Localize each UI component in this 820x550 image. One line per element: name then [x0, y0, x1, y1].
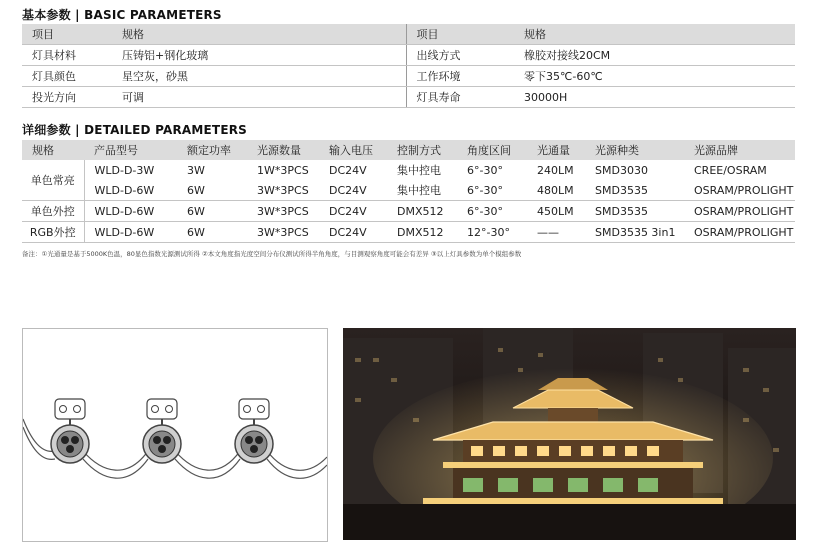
- table-cell: 3W*3PCS: [247, 180, 319, 201]
- table-cell: 3W: [187, 163, 205, 177]
- header-cell: 规格: [22, 140, 84, 160]
- spotlight-unit-3: [235, 399, 273, 463]
- table-cell: 灯具寿命: [406, 87, 514, 108]
- table-cell: DC24V: [319, 222, 387, 243]
- basic-header-row: [22, 24, 795, 45]
- table-cell: SMD3535 3in1: [585, 222, 684, 243]
- header-cell: 光源种类: [585, 140, 684, 160]
- table-cell: WLD-D-6W: [84, 180, 177, 201]
- table-cell: 橡胶对接线20CM: [514, 45, 795, 66]
- header-cell: 输入电压: [319, 140, 387, 160]
- table-cell: 压铸铝+钢化玻璃: [112, 45, 406, 66]
- table-cell: DMX512: [387, 201, 457, 222]
- table-cell: 6°-30°: [467, 163, 503, 177]
- basic-section-title: 基本参数 | BASIC PARAMETERS: [22, 8, 222, 22]
- header-cell: 光通量: [527, 140, 585, 160]
- table-cell: 3W*3PCS: [247, 222, 319, 243]
- table-cell: DMX512: [387, 222, 457, 243]
- table-cell: OSRAM/PROLIGHT: [684, 180, 795, 201]
- group-label: 单色外控: [22, 201, 84, 222]
- header-item: 项目: [22, 24, 112, 45]
- table-row: [22, 66, 795, 87]
- table-row: [22, 222, 795, 243]
- detail-header-row: [22, 140, 795, 160]
- header-cell: 光源品牌: [684, 140, 795, 160]
- table-cell: 零下35℃-60℃: [514, 66, 795, 87]
- table-cell: CREE/OSRAM: [694, 163, 767, 177]
- table-cell: 集中控电: [397, 164, 441, 177]
- group-label: 单色常亮: [22, 160, 84, 201]
- table-cell: 6°-30°: [457, 180, 527, 201]
- detail-section-title: 详细参数 | DETAILED PARAMETERS: [22, 123, 247, 137]
- table-cell: SMD3535: [585, 201, 684, 222]
- pagoda-night-scene: [343, 328, 796, 540]
- table-row: [22, 180, 795, 201]
- table-cell: 集中控电: [387, 180, 457, 201]
- table-cell: 450LM: [527, 201, 585, 222]
- table-cell: 灯具颜色: [22, 66, 112, 87]
- table-cell: DC24V: [329, 163, 367, 177]
- installation-diagram: [22, 328, 328, 542]
- table-cell: WLD-D-3W: [94, 163, 155, 177]
- header-cell: 控制方式: [387, 140, 457, 160]
- table-cell: 480LM: [527, 180, 585, 201]
- table-cell: SMD3030: [595, 163, 648, 177]
- table-cell: ——: [527, 222, 585, 243]
- spotlight-unit-1: [51, 399, 89, 463]
- table-cell: 6W: [177, 201, 247, 222]
- table-cell: OSRAM/PROLIGHT: [684, 201, 795, 222]
- table-cell: OSRAM/PROLIGHT: [684, 222, 795, 243]
- table-row: [22, 201, 795, 222]
- table-cell: WLD-D-6W: [84, 222, 177, 243]
- header-spec: 规格: [112, 24, 406, 45]
- table-cell: 出线方式: [406, 45, 514, 66]
- basic-parameters-table: [22, 24, 795, 108]
- spotlight-unit-2: [143, 399, 181, 463]
- table-row: [22, 87, 795, 108]
- table-cell: 星空灰，砂黑: [112, 66, 406, 87]
- header-cell: 光源数量: [247, 140, 319, 160]
- table-cell: 投光方向: [22, 87, 112, 108]
- table-cell: SMD3535: [585, 180, 684, 201]
- table-cell: 6°-30°: [457, 201, 527, 222]
- table-cell: 30000H: [514, 87, 795, 108]
- group-label: RGB外控: [22, 222, 84, 243]
- table-cell: 可调: [112, 87, 406, 108]
- table-cell: 12°-30°: [457, 222, 527, 243]
- footnote: 备注：①光通量是基于5000K色温，80显色指数光源测试所得 ②本文角度指光度空间分布仪测试所得半角角度，与目测观察角度可能会有差异 ③以上灯具参数为单个模组参数: [22, 250, 522, 258]
- illuminated-building-photo: [343, 328, 796, 540]
- table-cell: WLD-D-6W: [84, 201, 177, 222]
- table-cell: DC24V: [319, 180, 387, 201]
- table-cell: 灯具材料: [22, 45, 112, 66]
- table-cell: 6W: [177, 222, 247, 243]
- header-item: 项目: [406, 24, 514, 45]
- header-cell: 额定功率: [177, 140, 247, 160]
- table-cell: DC24V: [319, 201, 387, 222]
- table-row: [22, 160, 795, 180]
- table-cell: 6W: [177, 180, 247, 201]
- detailed-parameters-table: [22, 140, 795, 243]
- header-cell: 角度区间: [457, 140, 527, 160]
- spotlight-array-illustration: [23, 329, 327, 541]
- table-cell: 3W*3PCS: [247, 201, 319, 222]
- table-cell: 工作环境: [406, 66, 514, 87]
- header-cell: 产品型号: [84, 140, 177, 160]
- header-spec: 规格: [514, 24, 795, 45]
- table-cell: 240LM: [537, 163, 574, 177]
- table-row: [22, 45, 795, 66]
- table-cell: 1W*3PCS: [257, 163, 309, 177]
